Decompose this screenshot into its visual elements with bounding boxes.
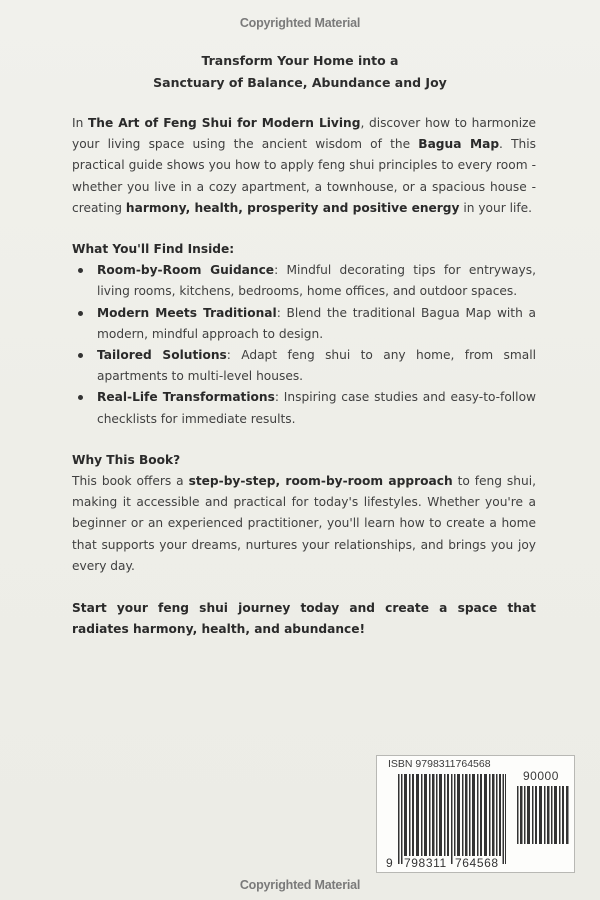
headline-line-2: Sanctuary of Balance, Abundance and Joy [153,75,447,90]
copyright-watermark-bottom: Copyrighted Material [239,878,361,892]
why-text-2: to feng shui, making it accessible and practical for today's lifestyles. Whether you're a beginner or an experienced practitioner, you'll learn how to create a home that supports your dreams, nurtures your relationships, and brings you joy every day. [72,474,536,573]
why-paragraph [72,471,536,577]
barcode-bars-icon [398,774,506,864]
bullet-icon [78,311,83,316]
book-title: The Art of Feng Shui for Modern Living [87,116,361,130]
feature-title: Modern Meets Traditional [97,305,277,320]
why-heading: Why This Book? [72,452,181,467]
intro-text-3: . This practical guide shows you how to apply feng shui principles to every room - whether you live in a cozy apartment, a townhouse, or a spacious house - creating [72,137,536,215]
feature-item [72,303,536,345]
feature-item [72,345,536,387]
feature-text: : Inspiring case studies and easy-to-follow checklists for immediate results. [97,390,536,426]
bullet-icon [78,268,83,273]
feature-list [72,260,536,430]
isbn-label: ISBN 9798311764568 [388,758,491,770]
headline [0,50,600,94]
feature-text: : Blend the traditional Bagua Map with a modern, mindful approach to design. [97,305,536,341]
feature-text: : Mindful decorating tips for entryways, living rooms, kitchens, bedrooms, home offices, and outdoor spaces. [97,263,536,299]
price-addon-label: 90000 [523,769,559,783]
headline-line-1: Transform Your Home into a [201,53,399,68]
isbn-barcode [376,755,575,873]
bagua-map-term: Bagua Map [418,137,500,152]
intro-text-4: in your life. [459,200,533,215]
approach-emphasis: step-by-step, room-by-room approach [188,474,453,489]
inside-heading: What You'll Find Inside: [72,242,235,257]
barcode-digit-first: 9 [386,856,394,870]
feature-title: Room-by-Room Guidance [97,263,275,278]
feature-item [72,387,536,429]
intro-paragraph [72,113,536,219]
intro-text-2: , discover how to harmonize your living space using the ancient wisdom of the [72,116,536,152]
intro-text-1: In [72,116,88,130]
blurb-content [72,113,536,640]
feature-title: Real-Life Transformations [97,390,275,405]
barcode-digits-group-2: 764568 [455,856,499,870]
benefits-emphasis: harmony, health, prosperity and positive energy [125,200,460,215]
copyright-watermark-top: Copyrighted Material [239,16,361,30]
call-to-action: Start your feng shui journey today and create a space that radiates harmony, health, and abundance! [72,601,536,637]
addon-barcode-bars-icon [517,786,569,844]
feature-text: : Adapt feng shui to any home, from small apartments to multi-level houses. [97,348,537,384]
bullet-icon [78,353,83,358]
barcode-digits-group-1: 798311 [404,856,447,870]
feature-title: Tailored Solutions [97,348,227,363]
bullet-icon [78,395,83,400]
why-text-1: This book offers a [72,474,189,489]
feature-item [72,260,536,302]
